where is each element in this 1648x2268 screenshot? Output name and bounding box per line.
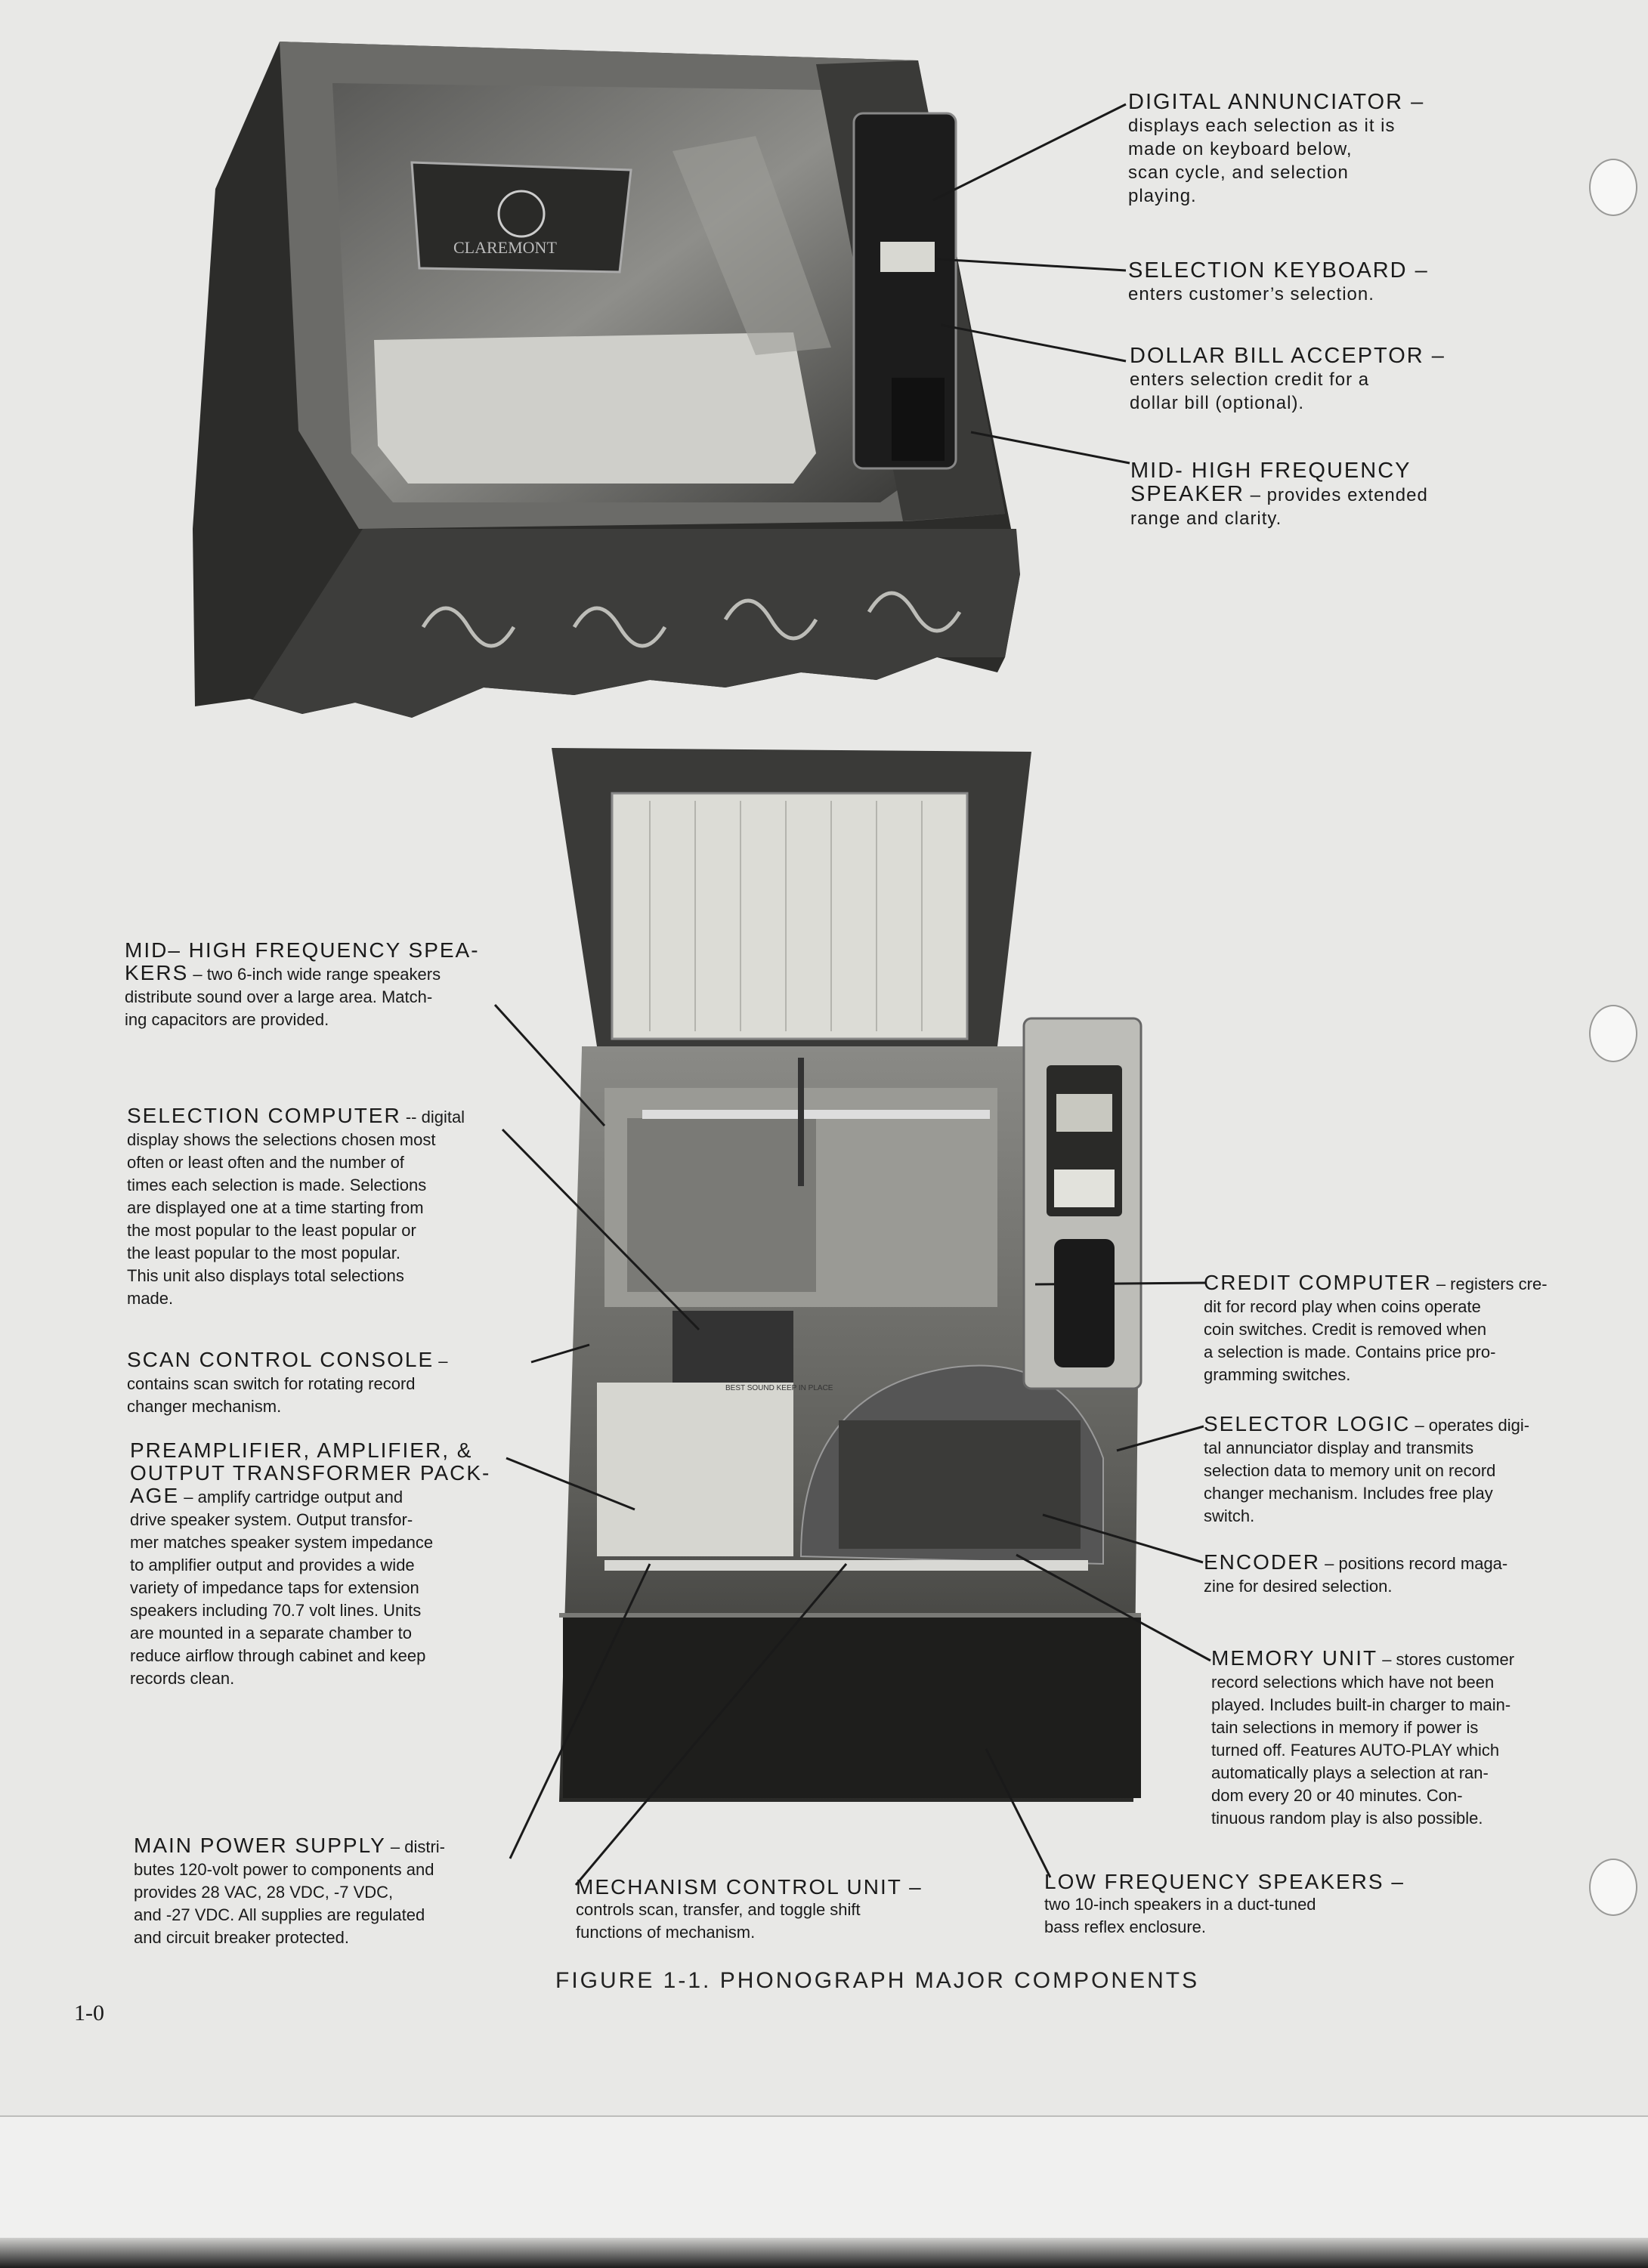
label-preamplifier-line: speakers including 70.7 volt lines. Units	[130, 1601, 422, 1620]
label-credit-computer-line: dit for record play when coins operate	[1204, 1297, 1481, 1316]
label-main-power-supply-title: MAIN POWER SUPPLY	[134, 1834, 386, 1857]
figure-caption: FIGURE 1-1. PHONOGRAPH MAJOR COMPONENTS	[555, 1968, 1200, 1993]
label-main-power-supply-line: provides 28 VAC, 28 VDC, -7 VDC,	[134, 1883, 394, 1902]
label-mid-high-speakers-title2: KERS	[125, 961, 189, 984]
label-mid-high-speakers-line: ing capacitors are provided.	[125, 1010, 329, 1029]
label-preamplifier-line: to amplifier output and provides a wide	[130, 1556, 415, 1574]
jukebox-closed-photo	[193, 42, 1020, 718]
label-selector-logic-line: switch.	[1204, 1506, 1255, 1525]
label-mid-high-speaker	[1130, 459, 1486, 530]
label-digital-annunciator	[1128, 91, 1476, 208]
label-preamplifier-line: are mounted in a separate chamber to	[130, 1624, 413, 1642]
label-credit-computer-line: coin switches. Credit is removed when	[1204, 1320, 1487, 1339]
label-selection-computer-line: are displayed one at a time starting from	[127, 1198, 424, 1217]
label-memory-unit	[1211, 1647, 1589, 1830]
label-mechanism-control-unit-line: functions of mechanism.	[576, 1923, 756, 1942]
label-preamplifier-line: records clean.	[130, 1669, 235, 1688]
label-scan-control-console-line: changer mechanism.	[127, 1397, 282, 1416]
label-encoder-desc: – positions record maga-	[1320, 1554, 1508, 1573]
label-memory-unit-line: turned off. Features AUTO-PLAY which	[1211, 1741, 1500, 1760]
label-mechanism-control-unit-line: controls scan, transfer, and toggle shift	[576, 1900, 861, 1919]
jukebox-marquee-text: CLAREMONT	[453, 238, 557, 257]
label-memory-unit-line: tain selections in memory if power is	[1211, 1718, 1479, 1737]
label-credit-computer-line: a selection is made. Contains price pro-	[1204, 1343, 1496, 1361]
label-low-frequency-speakers	[1044, 1871, 1437, 1939]
label-mid-high-speakers-title: MID– HIGH FREQUENCY SPEA-	[125, 938, 480, 962]
label-scan-control-console-desc: –	[434, 1352, 448, 1370]
label-encoder-title: ENCODER	[1204, 1550, 1321, 1574]
label-main-power-supply-line: and -27 VDC. All supplies are regulated	[134, 1905, 425, 1924]
scan-shadow	[0, 2238, 1648, 2268]
label-selection-computer-line: often or least often and the number of	[127, 1153, 404, 1172]
jukebox-open-photo	[552, 748, 1141, 1802]
label-dollar-bill-acceptor-line: enters selection credit for a	[1130, 369, 1370, 390]
label-main-power-supply-desc: – distri-	[385, 1837, 446, 1856]
label-credit-computer-title: CREDIT COMPUTER	[1204, 1271, 1432, 1294]
label-selector-logic-title: SELECTOR LOGIC	[1204, 1412, 1411, 1435]
label-memory-unit-line: record selections which have not been	[1211, 1673, 1495, 1692]
label-memory-unit-line: tinuous random play is also possible.	[1211, 1809, 1483, 1828]
label-digital-annunciator-title: DIGITAL ANNUNCIATOR –	[1128, 90, 1425, 114]
label-selection-computer-title: SELECTION COMPUTER	[127, 1104, 401, 1127]
label-credit-computer-line: gramming switches.	[1204, 1365, 1351, 1384]
label-mid-high-speaker-title2: SPEAKER	[1130, 482, 1245, 506]
label-scan-control-console	[127, 1349, 505, 1418]
label-selection-computer-line: This unit also displays total selections	[127, 1266, 404, 1285]
page-number: 1-0	[74, 2001, 104, 2025]
label-selection-keyboard-title: SELECTION KEYBOARD –	[1128, 258, 1429, 283]
label-selection-computer-line: times each selection is made. Selections	[127, 1176, 427, 1194]
inner-sign-text: BEST SOUND KEEP IN PLACE	[725, 1384, 833, 1392]
label-low-frequency-speakers-line: bass reflex enclosure.	[1044, 1917, 1206, 1936]
label-dollar-bill-acceptor	[1130, 345, 1477, 415]
label-scan-control-console-title: SCAN CONTROL CONSOLE	[127, 1348, 434, 1371]
label-credit-computer-desc: – registers cre-	[1431, 1275, 1548, 1293]
label-selection-computer-line: made.	[127, 1289, 174, 1308]
label-selection-computer-line: display shows the selections chosen most	[127, 1130, 436, 1149]
label-selector-logic-line: selection data to memory unit on record	[1204, 1461, 1496, 1480]
label-encoder	[1204, 1551, 1582, 1598]
label-mid-high-speaker-title: MID- HIGH FREQUENCY	[1130, 459, 1411, 483]
label-memory-unit-desc: – stores customer	[1377, 1650, 1515, 1669]
label-preamplifier-line: variety of impedance taps for extension	[130, 1578, 419, 1597]
label-preamplifier-line: mer matches speaker system impedance	[130, 1533, 434, 1552]
label-memory-unit-line: played. Includes built-in charger to main-	[1211, 1695, 1511, 1714]
label-main-power-supply-line: butes 120-volt power to components and	[134, 1860, 434, 1879]
label-mid-high-speakers-desc: – two 6-inch wide range speakers	[188, 965, 441, 984]
label-selection-computer-line: the least popular to the most popular.	[127, 1244, 401, 1262]
label-dollar-bill-acceptor-line: dollar bill (optional).	[1130, 393, 1305, 413]
label-mid-high-speaker-desc: – provides extended	[1245, 485, 1428, 505]
label-preamplifier-title2: OUTPUT TRANSFORMER PACK-	[130, 1461, 491, 1485]
label-selector-logic	[1204, 1413, 1582, 1528]
label-digital-annunciator-line: scan cycle, and selection	[1128, 162, 1349, 183]
label-selector-logic-desc: – operates digi-	[1410, 1416, 1530, 1435]
label-low-frequency-speakers-line: two 10-inch speakers in a duct-tuned	[1044, 1895, 1316, 1914]
label-dollar-bill-acceptor-title: DOLLAR BILL ACCEPTOR –	[1130, 344, 1445, 368]
label-selector-logic-line: tal annunciator display and transmits	[1204, 1438, 1474, 1457]
label-mid-high-speakers	[125, 939, 518, 1031]
label-main-power-supply	[134, 1834, 512, 1949]
label-preamplifier	[130, 1439, 508, 1690]
label-main-power-supply-line: and circuit breaker protected.	[134, 1928, 349, 1947]
label-mechanism-control-unit	[576, 1876, 969, 1944]
label-memory-unit-title: MEMORY UNIT	[1211, 1646, 1378, 1670]
label-digital-annunciator-line: made on keyboard below,	[1128, 139, 1353, 159]
label-mid-high-speaker-line: range and clarity.	[1130, 508, 1282, 529]
label-memory-unit-line: dom every 20 or 40 minutes. Con-	[1211, 1786, 1463, 1805]
label-selection-keyboard-line: enters customer’s selection.	[1128, 284, 1374, 304]
label-memory-unit-line: automatically plays a selection at ran-	[1211, 1763, 1489, 1782]
label-scan-control-console-line: contains scan switch for rotating record	[127, 1374, 416, 1393]
label-preamplifier-line: drive speaker system. Output transfor-	[130, 1510, 413, 1529]
label-selection-keyboard	[1128, 259, 1476, 306]
label-mid-high-speakers-line: distribute sound over a large area. Match-	[125, 987, 433, 1006]
label-preamplifier-title3: AGE	[130, 1484, 180, 1507]
label-low-frequency-speakers-title: LOW FREQUENCY SPEAKERS –	[1044, 1870, 1405, 1893]
label-credit-computer	[1204, 1272, 1582, 1386]
scan-bottom-margin	[0, 2115, 1648, 2268]
label-digital-annunciator-line: playing.	[1128, 186, 1197, 206]
label-selection-computer	[127, 1105, 505, 1310]
label-selection-computer-desc: -- digital	[400, 1108, 465, 1126]
label-encoder-line: zine for desired selection.	[1204, 1577, 1393, 1596]
label-digital-annunciator-line: displays each selection as it is	[1128, 116, 1396, 136]
label-mechanism-control-unit-title: MECHANISM CONTROL UNIT –	[576, 1875, 923, 1899]
label-preamplifier-title: PREAMPLIFIER, AMPLIFIER, &	[130, 1438, 473, 1462]
label-preamplifier-desc: – amplify cartridge output and	[179, 1488, 403, 1506]
label-selector-logic-line: changer mechanism. Includes free play	[1204, 1484, 1493, 1503]
label-selection-computer-line: the most popular to the least popular or	[127, 1221, 416, 1240]
label-preamplifier-line: reduce airflow through cabinet and keep	[130, 1646, 426, 1665]
